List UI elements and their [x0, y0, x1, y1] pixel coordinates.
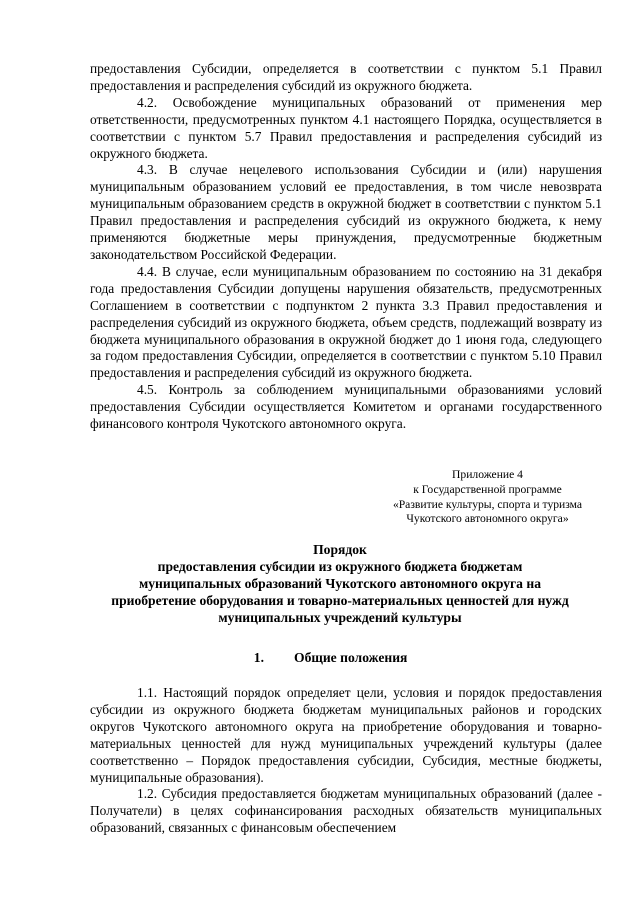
annex-header — [370, 468, 605, 527]
section-number: 1. — [253, 650, 264, 665]
paragraph-1-1: 1.1. Настоящий порядок определяет цели, условия и порядок предоставления субсидии из окружного бюджета бюджетам муниципальных районов и городских округов Чукотского автономного округа на приобретение оборудования и товарно-материальных ценностей для нужд муниципальных учреждений культуры (далее соответственно – Порядок предоставления субсидии, Субсидия, местные бюджеты, муниципальные образования). — [90, 685, 602, 785]
annex-line: к Государственной программе — [413, 482, 562, 496]
section-heading — [210, 650, 510, 667]
document-title — [60, 541, 620, 626]
annex-line: Чукотского автономного округа» — [406, 512, 569, 526]
paragraph-4-2: 4.2. Освобождение муниципальных образований от применения мер ответственности, предусмотренных пунктом 4.1 настоящего Порядка, осуществляется в соответствии с пунктом 5.7 Правил предоставления и распределения субсидий из окружного бюджета. — [90, 94, 602, 161]
title-line: муниципальных учреждений культуры — [218, 610, 462, 625]
paragraph-continuation: предоставления Субсидии, определяется в соответствии с пунктом 5.1 Правил предоставления и распределения субсидий из окружного бюджета. — [90, 61, 602, 93]
section-title: Общие положения — [294, 650, 408, 665]
paragraph-4-5: 4.5. Контроль за соблюдением муниципальными образованиями условий предоставления Субсидии осуществляется Комитетом и органами государственного финансового контроля Чукотского автономного округа. — [90, 382, 602, 432]
title-line: предоставления субсидии из окружного бюджета бюджетам — [157, 559, 523, 574]
bottom-text-block — [90, 685, 602, 837]
top-text-block — [90, 61, 602, 433]
title-line: приобретение оборудования и товарно-материальных ценностей для нужд — [111, 593, 569, 608]
annex-line: «Развитие культуры, спорта и туризма — [392, 497, 583, 511]
paragraph-4-4: 4.4. В случае, если муниципальным образованием по состоянию на 31 декабря года предоставления Субсидии допущены нарушения обязательств, предусмотренных Соглашением в соответствии с подпунктом 2 пункта 3.3 Правил предоставления и распределения субсидий из окружного бюджета, объем средств, подлежащий возврату из бюджета муниципального образования в окружной бюджет до 1 июня года, следующего за годом предоставления Субсидии, определяется в соответствии с пунктом 5.10 Правил предоставления и распределения субсидий из окружного бюджета. — [90, 263, 602, 381]
title-line: Порядок — [313, 542, 367, 557]
paragraph-1-2: 1.2. Субсидия предоставляется бюджетам муниципальных образований (далее - Получатели) в целях софинансирования расходных обязательств муниципальных образований, связанных с финансовым обеспечением — [90, 786, 602, 836]
paragraph-4-3: 4.3. В случае нецелевого использования Субсидии и (или) нарушения муниципальным образованием условий ее предоставления, в том числе невозврата муниципальным образованием средств в окружной бюджет в соответствии с пунктом 5.1 Правил предоставления и распределения субсидий из окружного бюджета, к нему применяются бюджетные меры принуждения, предусмотренные бюджетным законодательством Российской Федерации. — [90, 162, 602, 262]
title-line: муниципальных образований Чукотского автономного округа на — [138, 576, 541, 591]
annex-line: Приложение 4 — [452, 468, 523, 481]
